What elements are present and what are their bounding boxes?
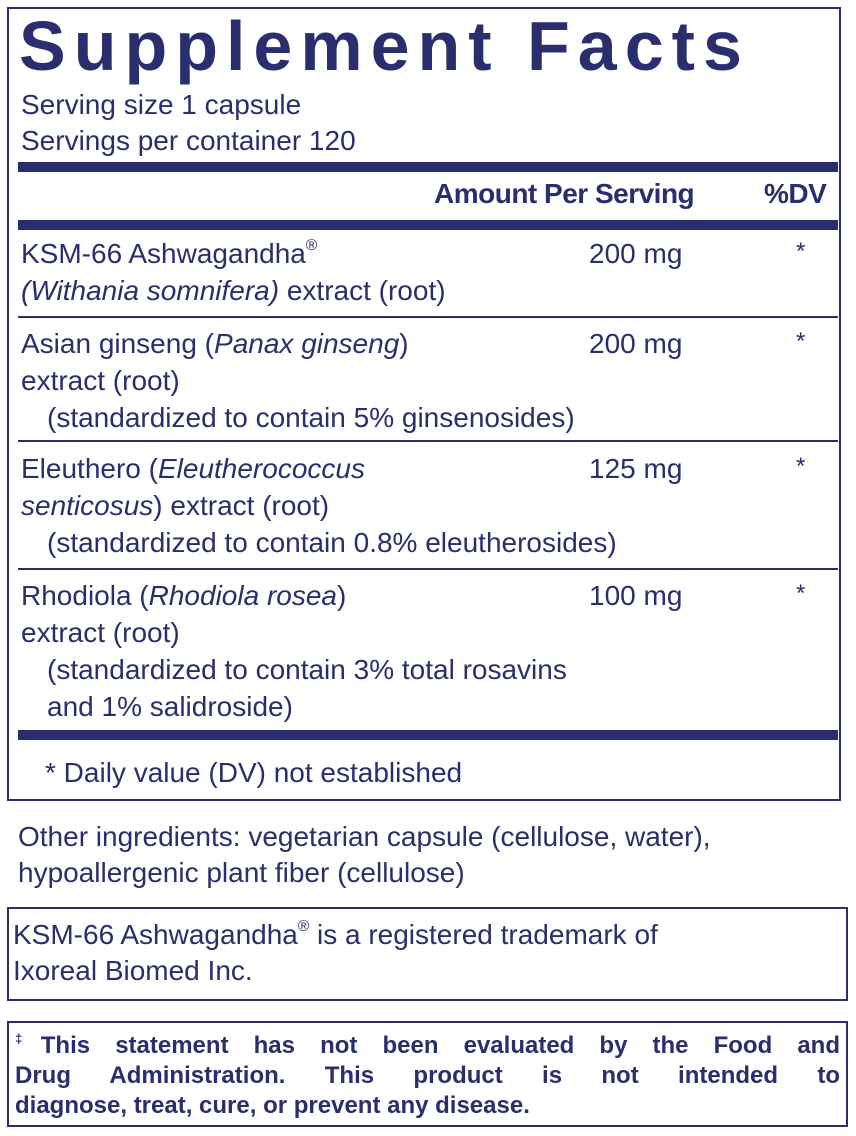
header-dv: %DV: [764, 178, 827, 209]
ingredient-source: extract (root): [21, 365, 180, 396]
divider-thick-bottom: [18, 730, 838, 740]
ingredient-amount: 100 mg: [589, 580, 683, 611]
ingredient-dv: *: [796, 328, 806, 355]
dv-footnote: * Daily value (DV) not established: [45, 757, 463, 788]
ingredient-name: Asian ginseng (Panax ginseng): [21, 328, 409, 359]
ingredient-standardization-cont: and 1% salidroside): [47, 691, 293, 722]
fda-disclaimer: [7, 1021, 848, 1127]
trademark-line2: Ixoreal Biomed Inc.: [13, 955, 253, 986]
ingredient-source: (Withania somnifera) extract (root): [21, 275, 446, 306]
ingredient-dv: *: [796, 580, 806, 607]
trademark-line1: KSM-66 Ashwagandha® is a registered trademark of: [13, 918, 658, 950]
ingredient-name: Eleuthero (Eleutherococcus: [21, 453, 365, 484]
other-ingredients-line1: Other ingredients: vegetarian capsule (cellulose, water),: [18, 821, 711, 852]
ingredient-name: Rhodiola (Rhodiola rosea): [21, 580, 347, 611]
header-amount-per-serving: Amount Per Serving: [434, 178, 695, 209]
ingredient-amount: 125 mg: [589, 453, 683, 484]
ingredient-dv: *: [796, 453, 806, 480]
ingredient-source: senticosus) extract (root): [21, 490, 330, 521]
serving-size: Serving size 1 capsule: [21, 89, 302, 120]
fda-line2: Drug Administration. This product is not intended to: [15, 1062, 840, 1089]
supplement-facts-panel: [7, 7, 841, 801]
ingredient-standardization: (standardized to contain 3% total rosavins: [47, 654, 567, 685]
fda-line1: ‡This statement has not been evaluated by the Food and: [15, 1031, 840, 1059]
ingredient-dv: *: [796, 238, 806, 265]
other-ingredients-line2: hypoallergenic plant fiber (cellulose): [18, 857, 465, 888]
divider-thin: [18, 440, 838, 442]
panel-title: Supplement Facts: [19, 7, 750, 85]
ingredient-source: extract (root): [21, 617, 180, 648]
divider-thick-header: [18, 220, 838, 230]
ingredient-amount: 200 mg: [589, 328, 683, 359]
ingredient-standardization: (standardized to contain 5% ginsenosides): [47, 402, 575, 433]
divider-thin: [18, 316, 838, 318]
servings-per-container: Servings per container 120: [21, 125, 356, 156]
trademark-notice: [7, 907, 848, 1001]
divider-thin: [18, 568, 838, 570]
fda-line3: diagnose, treat, cure, or prevent any disease.: [15, 1092, 530, 1119]
ingredient-amount: 200 mg: [589, 238, 683, 269]
ingredient-standardization: (standardized to contain 0.8% eleutherosides): [47, 527, 617, 558]
divider-thick-top: [18, 162, 838, 172]
ingredient-name: KSM-66 Ashwagandha®: [21, 237, 318, 269]
